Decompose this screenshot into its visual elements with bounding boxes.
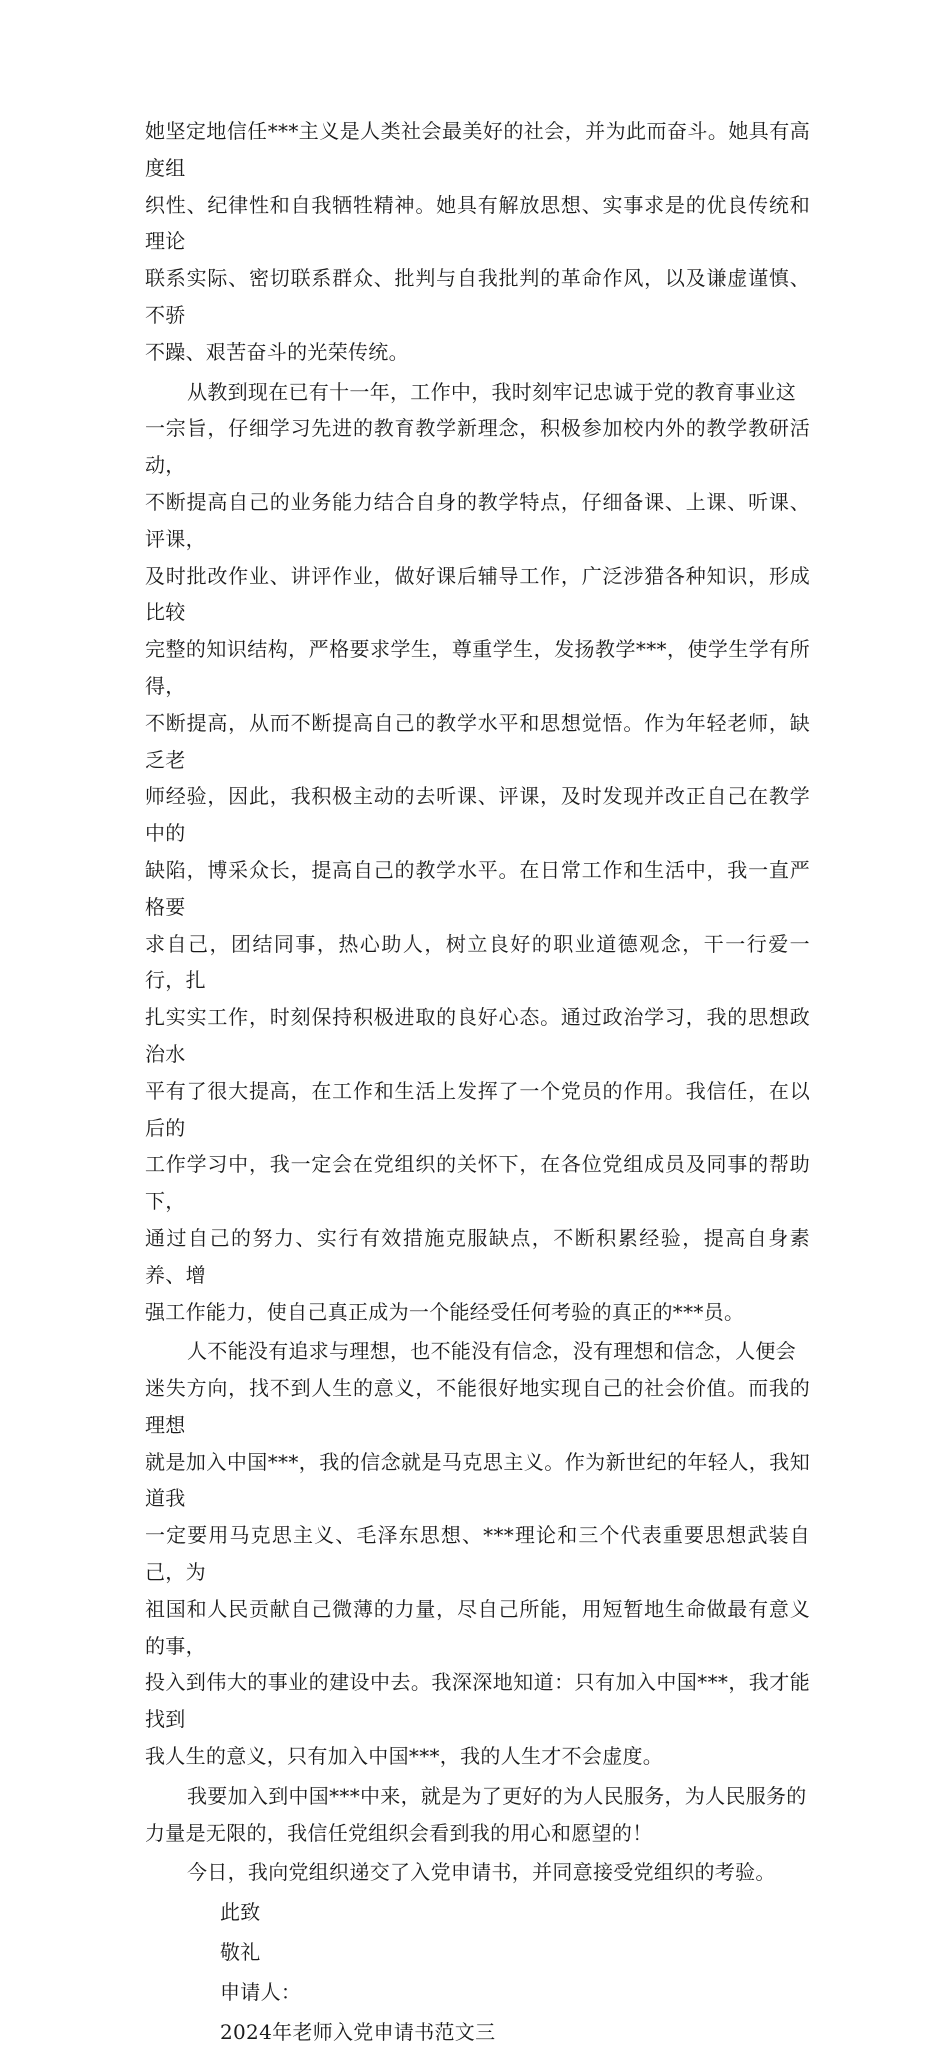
closing-salutation-2: 敬礼 [220,1940,261,1965]
paragraph-submission-statement: 今日，我向党组织递交了入党申请书，并同意接受党组织的考验。 [187,1860,776,1885]
next-section-title: 2024年老师入党申请书范文三 [220,2019,496,2044]
closing-salutation-1: 此致 [220,1900,261,1925]
paragraph-party-description: 她坚定地信任***主义是人类社会最美好的社会，并为此而奋斗。她具有高度组 织性、纪律性和自我牺牲精神。她具有解放思想、实事求是的优良传统和理论 联系实际、密切联系群众、批判与自我批判的革命作风，以及谦虚谨慎、不骄 不躁、艰苦奋斗的光荣传统。 [145,119,810,364]
applicant-label: 申请人： [220,1979,302,2004]
paragraph-teaching-experience: 从教到现在已有十一年，工作中，我时刻牢记忠诚于党的教育事业这 一宗旨，仔细学习先进的教育教学新理念，积极参加校内外的教学教研活动， 不断提高自己的业务能力结合自身的教学特点，仔细备课、上课、听课、评课， 及时批改作业、讲评作业，做好课后辅导工作，广泛涉猎各种知识，形成比较 完整的知识结构，严格要求学生，尊重学生，发扬教学***，使学生学有所得， 不断提高，从而不断提高自己的教学水平和思想觉悟。作为年轻老师，缺乏老 师经验，因此，我积极主动的去听课、评课，及时发现并改正自己在教学中的 缺陷，博采众长，提高自己的教学水平。在日常工作和生活中，我一直严格要 求自己，团结同事，热心助人，树立良好的职业道德观念，干一行爱一行，扎 扎实实工作，时刻保持积极进取的良好心态。通过政治学习，我的思想政治水 平有了很大提高，在工作和生活上发挥了一个党员的作用。我信任，在以后的 工作学习中，我一定会在党组织的关怀下，在各位党组成员及同事的帮助下， 通过自己的努力、实行有效措施克服缺点，不断积累经验，提高自身素养、增 强工作能力，使自己真正成为一个能经受任何考验的真正的***员。 [145,379,810,1324]
paragraph-ideals-and-beliefs: 人不能没有追求与理想，也不能没有信念，没有理想和信念，人便会 迷失方向，找不到人生的意义，不能很好地实现自己的社会价值。而我的理想 就是加入中国***，我的信念就是马克思主义。作为新世纪的年轻人，我知道我 一定要用马克思主义、毛泽东思想、***理论和三个代表重要思想武装自己，为 祖国和人民贡献自己微薄的力量，尽自己所能，用短暂地生命做最有意义的事， 投入到伟大的事业的建设中去。我深深地知道：只有加入中国***，我才能找到 我人生的意义，只有加入中国***，我的人生才不会虚度。 [145,1339,810,1769]
paragraph-serve-the-people: 我要加入到中国***中来，就是为了更好的为人民服务，为人民服务的 力量是无限的，我信任党组织会看到我的用心和愿望的！ [145,1783,807,1845]
document-body [145,113,810,2053]
